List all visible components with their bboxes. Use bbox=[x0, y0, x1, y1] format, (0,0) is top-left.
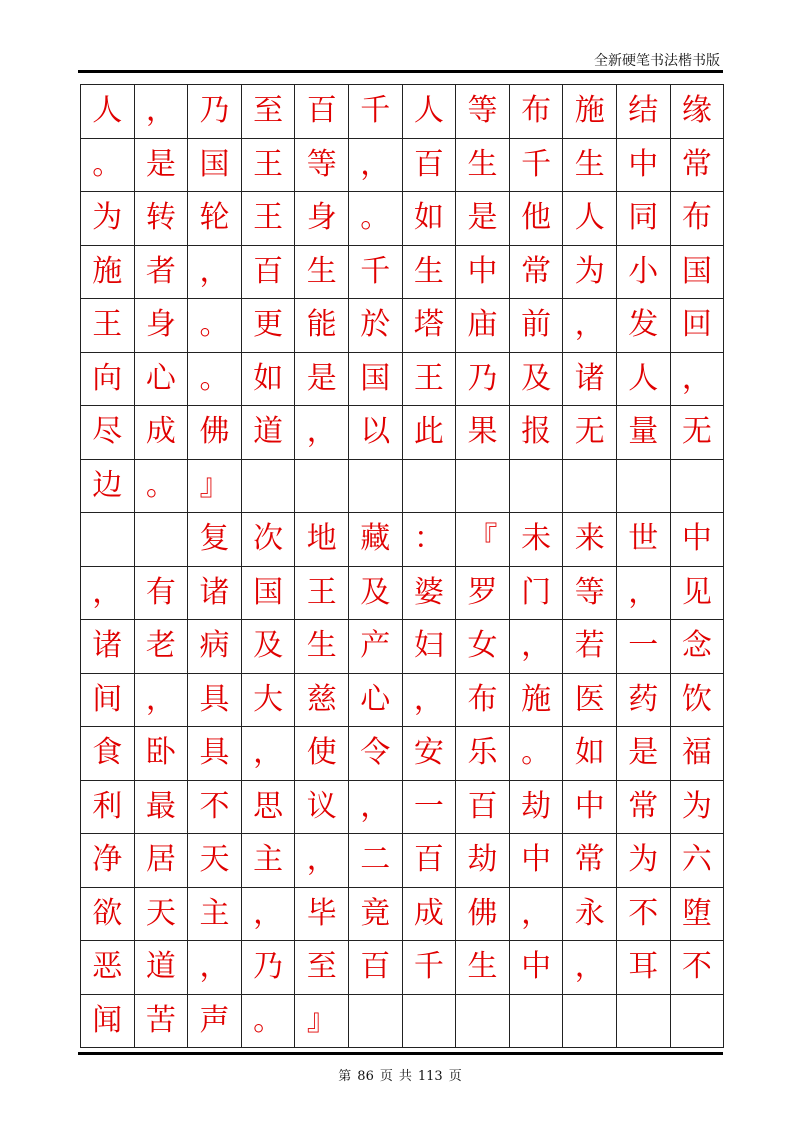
grid-cell bbox=[455, 459, 510, 514]
grid-cell: 百 bbox=[402, 138, 457, 193]
grid-cell: 藏 bbox=[348, 512, 403, 567]
grid-cell: ， bbox=[187, 940, 242, 995]
grid-cell: 此 bbox=[402, 405, 457, 460]
grid-cell: 为 bbox=[562, 245, 617, 300]
grid-cell: 边 bbox=[80, 459, 135, 514]
grid-cell: 净 bbox=[80, 833, 135, 888]
grid-cell: 王 bbox=[80, 298, 135, 353]
grid-cell: 生 bbox=[402, 245, 457, 300]
grid-cell: 不 bbox=[616, 887, 671, 942]
grid-cell: 布 bbox=[670, 191, 725, 246]
grid-cell: 布 bbox=[455, 673, 510, 728]
grid-cell bbox=[670, 459, 725, 514]
grid-cell bbox=[562, 459, 617, 514]
grid-cell: 王 bbox=[241, 191, 296, 246]
total-label: 共 bbox=[398, 1069, 412, 1084]
grid-cell: 食 bbox=[80, 726, 135, 781]
grid-cell: 如 bbox=[562, 726, 617, 781]
grid-cell: 罗 bbox=[455, 566, 510, 621]
grid-cell: 身 bbox=[294, 191, 349, 246]
grid-cell: 於 bbox=[348, 298, 403, 353]
grid-cell: 及 bbox=[509, 352, 564, 407]
grid-cell: 。 bbox=[509, 726, 564, 781]
grid-cell: 生 bbox=[294, 245, 349, 300]
grid-cell: 国 bbox=[670, 245, 725, 300]
grid-cell: 道 bbox=[134, 940, 189, 995]
grid-cell: 等 bbox=[455, 84, 510, 139]
grid-cell: 能 bbox=[294, 298, 349, 353]
grid-cell: 更 bbox=[241, 298, 296, 353]
grid-cell bbox=[455, 994, 510, 1049]
grid-cell: 中 bbox=[455, 245, 510, 300]
grid-cell bbox=[134, 512, 189, 567]
grid-cell: 最 bbox=[134, 780, 189, 835]
grid-cell: 大 bbox=[241, 673, 296, 728]
grid-cell: ： bbox=[402, 512, 457, 567]
grid-cell: 成 bbox=[402, 887, 457, 942]
grid-cell: 如 bbox=[402, 191, 457, 246]
grid-cell: 。 bbox=[187, 298, 242, 353]
grid-cell: ， bbox=[562, 940, 617, 995]
grid-cell: 世 bbox=[616, 512, 671, 567]
grid-cell bbox=[80, 512, 135, 567]
grid-cell: 具 bbox=[187, 673, 242, 728]
grid-cell: 心 bbox=[348, 673, 403, 728]
grid-cell: 小 bbox=[616, 245, 671, 300]
grid-cell: 老 bbox=[134, 619, 189, 674]
grid-cell: 乐 bbox=[455, 726, 510, 781]
grid-cell: 百 bbox=[241, 245, 296, 300]
grid-cell: 结 bbox=[616, 84, 671, 139]
grid-cell: 千 bbox=[402, 940, 457, 995]
grid-cell: 是 bbox=[455, 191, 510, 246]
grid-cell: 耳 bbox=[616, 940, 671, 995]
grid-cell: 劫 bbox=[509, 780, 564, 835]
grid-cell: 百 bbox=[348, 940, 403, 995]
page-footer bbox=[0, 1065, 800, 1084]
grid-cell: 千 bbox=[348, 84, 403, 139]
footer-rule bbox=[78, 1052, 723, 1055]
grid-cell: ， bbox=[294, 405, 349, 460]
grid-cell: 如 bbox=[241, 352, 296, 407]
grid-cell: 布 bbox=[509, 84, 564, 139]
grid-cell: 居 bbox=[134, 833, 189, 888]
grid-cell: 间 bbox=[80, 673, 135, 728]
grid-cell: 中 bbox=[670, 512, 725, 567]
grid-cell: 佛 bbox=[455, 887, 510, 942]
grid-cell: 见 bbox=[670, 566, 725, 621]
grid-cell: 产 bbox=[348, 619, 403, 674]
grid-cell: 中 bbox=[509, 833, 564, 888]
grid-cell bbox=[402, 994, 457, 1049]
grid-cell: 人 bbox=[616, 352, 671, 407]
grid-cell: 中 bbox=[562, 780, 617, 835]
grid-cell: 国 bbox=[348, 352, 403, 407]
grid-cell: 国 bbox=[187, 138, 242, 193]
grid-cell: 量 bbox=[616, 405, 671, 460]
grid-cell: ， bbox=[616, 566, 671, 621]
grid-cell: 有 bbox=[134, 566, 189, 621]
grid-cell: 他 bbox=[509, 191, 564, 246]
grid-cell: 身 bbox=[134, 298, 189, 353]
grid-cell: 未 bbox=[509, 512, 564, 567]
grid-cell: 乃 bbox=[455, 352, 510, 407]
grid-cell: 一 bbox=[616, 619, 671, 674]
grid-cell: 诸 bbox=[562, 352, 617, 407]
grid-cell: 药 bbox=[616, 673, 671, 728]
grid-cell: 饮 bbox=[670, 673, 725, 728]
grid-cell: ， bbox=[509, 887, 564, 942]
grid-cell: 及 bbox=[348, 566, 403, 621]
grid-cell: 千 bbox=[509, 138, 564, 193]
grid-cell bbox=[402, 459, 457, 514]
header-rule bbox=[78, 70, 723, 73]
grid-cell: 转 bbox=[134, 191, 189, 246]
grid-cell: 欲 bbox=[80, 887, 135, 942]
grid-cell: 二 bbox=[348, 833, 403, 888]
grid-cell: 地 bbox=[294, 512, 349, 567]
grid-cell: 。 bbox=[80, 138, 135, 193]
grid-cell: 施 bbox=[509, 673, 564, 728]
grid-cell: 向 bbox=[80, 352, 135, 407]
grid-cell: 病 bbox=[187, 619, 242, 674]
grid-cell: 使 bbox=[294, 726, 349, 781]
grid-cell bbox=[294, 459, 349, 514]
grid-cell: 堕 bbox=[670, 887, 725, 942]
grid-cell: 回 bbox=[670, 298, 725, 353]
grid-cell: 果 bbox=[455, 405, 510, 460]
grid-cell: 毕 bbox=[294, 887, 349, 942]
grid-cell: 复 bbox=[187, 512, 242, 567]
grid-cell: 无 bbox=[562, 405, 617, 460]
grid-cell: 是 bbox=[294, 352, 349, 407]
grid-cell: 诸 bbox=[187, 566, 242, 621]
grid-cell: 缘 bbox=[670, 84, 725, 139]
grid-cell: 门 bbox=[509, 566, 564, 621]
grid-cell: 报 bbox=[509, 405, 564, 460]
grid-cell: 诸 bbox=[80, 619, 135, 674]
grid-cell: 至 bbox=[294, 940, 349, 995]
grid-cell: ， bbox=[241, 887, 296, 942]
grid-cell: 为 bbox=[616, 833, 671, 888]
grid-cell: 千 bbox=[348, 245, 403, 300]
grid-cell: 』 bbox=[187, 459, 242, 514]
grid-cell: 轮 bbox=[187, 191, 242, 246]
grid-cell: ， bbox=[509, 619, 564, 674]
grid-cell bbox=[348, 459, 403, 514]
grid-cell: 同 bbox=[616, 191, 671, 246]
grid-cell bbox=[616, 994, 671, 1049]
grid-cell: 庙 bbox=[455, 298, 510, 353]
grid-cell: 安 bbox=[402, 726, 457, 781]
grid-cell: 道 bbox=[241, 405, 296, 460]
grid-cell: 利 bbox=[80, 780, 135, 835]
grid-cell: 发 bbox=[616, 298, 671, 353]
grid-cell: 生 bbox=[562, 138, 617, 193]
page-unit: 页 bbox=[379, 1069, 393, 1084]
grid-cell: 百 bbox=[402, 833, 457, 888]
grid-cell: 天 bbox=[187, 833, 242, 888]
grid-cell: 不 bbox=[670, 940, 725, 995]
grid-cell: 卧 bbox=[134, 726, 189, 781]
grid-cell: 。 bbox=[187, 352, 242, 407]
grid-cell: 人 bbox=[80, 84, 135, 139]
grid-cell: 施 bbox=[80, 245, 135, 300]
grid-cell: ， bbox=[80, 566, 135, 621]
grid-cell bbox=[241, 459, 296, 514]
grid-cell: 常 bbox=[616, 780, 671, 835]
grid-cell bbox=[616, 459, 671, 514]
grid-cell: 中 bbox=[616, 138, 671, 193]
grid-cell: 思 bbox=[241, 780, 296, 835]
grid-cell bbox=[509, 994, 564, 1049]
grid-cell: 常 bbox=[562, 833, 617, 888]
grid-cell bbox=[670, 994, 725, 1049]
grid-cell: 王 bbox=[402, 352, 457, 407]
grid-cell: 医 bbox=[562, 673, 617, 728]
grid-cell: 塔 bbox=[402, 298, 457, 353]
grid-cell: 次 bbox=[241, 512, 296, 567]
grid-cell: ， bbox=[402, 673, 457, 728]
grid-cell: 主 bbox=[187, 887, 242, 942]
grid-cell bbox=[509, 459, 564, 514]
grid-cell: 。 bbox=[241, 994, 296, 1049]
grid-cell: 常 bbox=[509, 245, 564, 300]
grid-cell: ， bbox=[562, 298, 617, 353]
grid-cell: 无 bbox=[670, 405, 725, 460]
grid-cell: 百 bbox=[294, 84, 349, 139]
grid-cell: 。 bbox=[348, 191, 403, 246]
grid-cell: 若 bbox=[562, 619, 617, 674]
page-label: 第 bbox=[338, 1069, 352, 1084]
grid-cell: 『 bbox=[455, 512, 510, 567]
grid-cell: 生 bbox=[455, 138, 510, 193]
grid-cell: 天 bbox=[134, 887, 189, 942]
grid-cell: 王 bbox=[294, 566, 349, 621]
grid-cell: 为 bbox=[670, 780, 725, 835]
grid-cell: 一 bbox=[402, 780, 457, 835]
grid-cell: 议 bbox=[294, 780, 349, 835]
grid-cell: 令 bbox=[348, 726, 403, 781]
grid-cell bbox=[348, 994, 403, 1049]
grid-cell: 施 bbox=[562, 84, 617, 139]
grid-cell: 永 bbox=[562, 887, 617, 942]
grid-cell: 乃 bbox=[241, 940, 296, 995]
grid-cell: 劫 bbox=[455, 833, 510, 888]
grid-cell: 』 bbox=[294, 994, 349, 1049]
grid-cell: ， bbox=[294, 833, 349, 888]
grid-cell: 至 bbox=[241, 84, 296, 139]
grid-cell: 前 bbox=[509, 298, 564, 353]
grid-cell: 声 bbox=[187, 994, 242, 1049]
grid-cell: 女 bbox=[455, 619, 510, 674]
grid-cell: 王 bbox=[241, 138, 296, 193]
grid-cell: 生 bbox=[294, 619, 349, 674]
grid-cell: ， bbox=[134, 84, 189, 139]
grid-cell: ， bbox=[348, 780, 403, 835]
grid-cell: 以 bbox=[348, 405, 403, 460]
grid-cell: 乃 bbox=[187, 84, 242, 139]
grid-cell: 为 bbox=[80, 191, 135, 246]
grid-cell: 竟 bbox=[348, 887, 403, 942]
grid-cell: ， bbox=[187, 245, 242, 300]
grid-cell: 国 bbox=[241, 566, 296, 621]
grid-cell: 婆 bbox=[402, 566, 457, 621]
grid-cell: 妇 bbox=[402, 619, 457, 674]
grid-cell: 六 bbox=[670, 833, 725, 888]
grid-cell: 人 bbox=[562, 191, 617, 246]
grid-cell: 是 bbox=[616, 726, 671, 781]
total-unit: 页 bbox=[448, 1069, 462, 1084]
practice-grid bbox=[80, 84, 723, 1047]
grid-cell: 福 bbox=[670, 726, 725, 781]
grid-cell: 是 bbox=[134, 138, 189, 193]
grid-cell: 具 bbox=[187, 726, 242, 781]
grid-cell: 及 bbox=[241, 619, 296, 674]
grid-cell: 者 bbox=[134, 245, 189, 300]
grid-cell: 慈 bbox=[294, 673, 349, 728]
grid-cell: 人 bbox=[402, 84, 457, 139]
grid-cell: 苦 bbox=[134, 994, 189, 1049]
grid-cell: 。 bbox=[134, 459, 189, 514]
grid-cell: 来 bbox=[562, 512, 617, 567]
grid-cell: ， bbox=[241, 726, 296, 781]
page-number: 86 bbox=[357, 1069, 374, 1084]
grid-cell: ， bbox=[348, 138, 403, 193]
total-pages: 113 bbox=[417, 1069, 443, 1084]
grid-cell: 成 bbox=[134, 405, 189, 460]
grid-cell: 闻 bbox=[80, 994, 135, 1049]
grid-cell: ， bbox=[670, 352, 725, 407]
grid-cell: 生 bbox=[455, 940, 510, 995]
grid-cell: ， bbox=[134, 673, 189, 728]
grid-cell: 佛 bbox=[187, 405, 242, 460]
grid-cell: 中 bbox=[509, 940, 564, 995]
header-title: 全新硬笔书法楷书版 bbox=[594, 53, 720, 69]
grid-cell: 等 bbox=[294, 138, 349, 193]
grid-cell bbox=[562, 994, 617, 1049]
grid-cell: 心 bbox=[134, 352, 189, 407]
grid-cell: 念 bbox=[670, 619, 725, 674]
grid-cell: 等 bbox=[562, 566, 617, 621]
grid-cell: 恶 bbox=[80, 940, 135, 995]
grid-cell: 常 bbox=[670, 138, 725, 193]
grid-cell: 不 bbox=[187, 780, 242, 835]
grid-cell: 百 bbox=[455, 780, 510, 835]
grid-cell: 主 bbox=[241, 833, 296, 888]
grid-cell: 尽 bbox=[80, 405, 135, 460]
